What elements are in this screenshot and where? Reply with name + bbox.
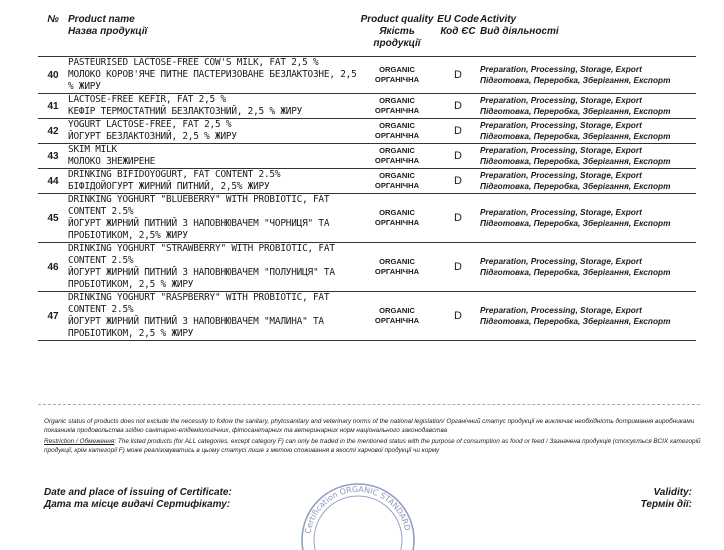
row-number: 40: [38, 57, 68, 94]
eu-code-cell: D: [436, 243, 480, 292]
product-quality-cell: [358, 119, 436, 144]
product-name-cell: [68, 169, 358, 194]
activity-ua: Підготовка, Переробка, Зберігання, Експорт: [480, 156, 671, 166]
product-name-cell: [68, 243, 358, 292]
header-no: №: [47, 14, 59, 25]
table-row: [38, 57, 696, 94]
product-name-cell: [68, 194, 358, 243]
product-name-en: DRINKING BIFIDOYOGURT, FAT CONTENT 2.5%: [68, 169, 281, 180]
table-header-row: [38, 10, 696, 57]
product-quality-cell: [358, 169, 436, 194]
eu-code-cell: D: [436, 144, 480, 169]
activity-cell: [480, 243, 696, 292]
product-quality-cell: [358, 194, 436, 243]
quality-ua: ОРГАНІЧНА: [374, 181, 420, 190]
eu-code-cell: D: [436, 57, 480, 94]
table-row: [38, 94, 696, 119]
activity-ua: Підготовка, Переробка, Зберігання, Експорт: [480, 131, 671, 141]
product-quality-cell: [358, 292, 436, 341]
restriction-text: : The listed products (for ALL categories, except category F) can only be traded in the mentioned status with the purpose of consumption as food or feed / Зазначена продукція (стосується ВСІХ категорій продукції, крім категорії F) може реалізовуватись в цьому статусі лише з метою споживання в якості харчової продукції чи корму: [44, 438, 701, 454]
header-quality: [358, 10, 436, 57]
activity-en: Preparation, Processing, Storage, Export: [480, 145, 642, 155]
activity-en: Preparation, Processing, Storage, Export: [480, 207, 642, 217]
activity-cell: [480, 169, 696, 194]
header-activity: [480, 10, 696, 57]
quality-ua: ОРГАНІЧНА: [374, 316, 420, 325]
activity-cell: [480, 292, 696, 341]
row-number: 41: [38, 94, 68, 119]
product-name-en: SKIM MILK: [68, 144, 117, 155]
product-name-en: LACTOSE-FREE KEFIR, FAT 2,5 %: [68, 94, 226, 105]
activity-cell: [480, 119, 696, 144]
table-row: [38, 119, 696, 144]
activity-en: Preparation, Processing, Storage, Export: [480, 256, 642, 266]
quality-en: ORGANIC: [379, 96, 415, 105]
validity-label-en: Validity:: [653, 487, 692, 498]
validity: [641, 487, 692, 511]
activity-cell: [480, 194, 696, 243]
restriction-note: [44, 438, 704, 455]
product-name-cell: [68, 57, 358, 94]
quality-ua: ОРГАНІЧНА: [374, 218, 420, 227]
activity-en: Preparation, Processing, Storage, Export: [480, 95, 642, 105]
activity-en: Preparation, Processing, Storage, Export: [480, 64, 642, 74]
header-eu-ua: Код ЄС: [440, 26, 476, 37]
product-quality-cell: [358, 243, 436, 292]
table-row: [38, 194, 696, 243]
quality-en: ORGANIC: [379, 146, 415, 155]
quality-en: ORGANIC: [379, 257, 415, 266]
quality-en: ORGANIC: [379, 306, 415, 315]
product-quality-cell: [358, 57, 436, 94]
activity-en: Preparation, Processing, Storage, Export: [480, 120, 642, 130]
activity-ua: Підготовка, Переробка, Зберігання, Експорт: [480, 218, 671, 228]
row-number: 43: [38, 144, 68, 169]
product-name-en: DRINKING YOGHURT "STRAWBERRY" WITH PROBIOTIC, FAT CONTENT 2.5%: [68, 243, 335, 266]
product-name-ua: КЕФІР ТЕРМОСТАТНИЙ БЕЗЛАКТОЗНИЙ, 2,5 % ЖИРУ: [68, 106, 303, 117]
product-name-ua: МОЛОКО ЗНЕЖИРЕНЕ: [68, 156, 156, 167]
activity-ua: Підготовка, Переробка, Зберігання, Експорт: [480, 267, 671, 277]
table-row: [38, 292, 696, 341]
header-activity-en: Activity: [480, 14, 517, 25]
quality-en: ORGANIC: [379, 208, 415, 217]
notes-divider: [38, 404, 700, 405]
validity-label-ua: Термін дії:: [640, 499, 692, 510]
products-table: [38, 10, 696, 341]
issue-label-en: Date and place of issuing of Certificate:: [44, 487, 232, 498]
quality-ua: ОРГАНІЧНА: [374, 131, 420, 140]
product-name-ua: ЙОГУРТ БЕЗЛАКТОЗНИЙ, 2,5 % ЖИРУ: [68, 131, 237, 142]
activity-en: Preparation, Processing, Storage, Export: [480, 170, 642, 180]
quality-ua: ОРГАНІЧНА: [374, 106, 420, 115]
row-number: 44: [38, 169, 68, 194]
product-name-cell: [68, 144, 358, 169]
activity-cell: [480, 57, 696, 94]
quality-ua: ОРГАНІЧНА: [374, 267, 420, 276]
product-name-en: DRINKING YOGHURT "BLUEBERRY" WITH PROBIOTIC, FAT CONTENT 2.5%: [68, 194, 330, 217]
notes-section: [44, 418, 704, 458]
header-product-ua: Назва продукції: [68, 26, 148, 37]
activity-ua: Підготовка, Переробка, Зберігання, Експорт: [480, 75, 671, 85]
quality-ua: ОРГАНІЧНА: [374, 156, 420, 165]
eu-code-cell: D: [436, 292, 480, 341]
eu-code-cell: D: [436, 194, 480, 243]
product-quality-cell: [358, 94, 436, 119]
product-name-ua: БІФІДОЙОГУРТ ЖИРНИЙ ПИТНИЙ, 2,5% ЖИРУ: [68, 181, 270, 192]
activity-ua: Підготовка, Переробка, Зберігання, Експорт: [480, 181, 671, 191]
product-name-cell: [68, 94, 358, 119]
activity-ua: Підготовка, Переробка, Зберігання, Експорт: [480, 106, 671, 116]
product-name-en: PASTEURISED LACTOSE-FREE COW'S MILK, FAT 2,5 %: [68, 57, 319, 68]
header-eu-en: EU Code: [437, 14, 479, 25]
products-table-body: [38, 57, 696, 341]
product-name-en: DRINKING YOGHURT "RASPBERRY" WITH PROBIOTIC, FAT CONTENT 2.5%: [68, 292, 330, 315]
row-number: 45: [38, 194, 68, 243]
row-number: 47: [38, 292, 68, 341]
activity-en: Preparation, Processing, Storage, Export: [480, 305, 642, 315]
table-row: [38, 169, 696, 194]
table-row: [38, 243, 696, 292]
activity-cell: [480, 144, 696, 169]
certification-seal-stamp: [288, 470, 428, 550]
quality-en: ORGANIC: [379, 121, 415, 130]
organic-status-note: Organic status of products does not exclude the necessity to follow the sanitary, phytosanitary and veterinary norms of the national legislation/ Органічний статус продукції не виключає необхідність дотримання виробниками показників продовольства згідно санітарно-епідеміологічних, фітосанітарних та ветеринарних норм національного законодавства: [44, 418, 695, 434]
product-name-cell: [68, 119, 358, 144]
quality-ua: ОРГАНІЧНА: [374, 75, 420, 84]
eu-code-cell: D: [436, 169, 480, 194]
header-product-en: Product name: [68, 14, 135, 25]
eu-code-cell: D: [436, 119, 480, 144]
header-quality-en: Product quality: [360, 14, 434, 25]
quality-en: ORGANIC: [379, 171, 415, 180]
header-eu-code: [436, 10, 480, 57]
product-name-cell: [68, 292, 358, 341]
header-product: [68, 10, 358, 57]
product-name-ua: МОЛОКО КОРОВ'ЯЧЕ ПИТНЕ ПАСТЕРИЗОВАНЕ БЕЗЛАКТОЗНЕ, 2,5 % ЖИРУ: [68, 69, 357, 92]
header-quality-ua: Якість продукції: [373, 26, 421, 49]
product-name-ua: ЙОГУРТ ЖИРНИЙ ПИТНИЙ З НАПОВНЮВАЧЕМ "ЧОРНИЦЯ" ТА ПРОБІОТИКОМ, 2,5% ЖИРУ: [68, 218, 330, 241]
activity-cell: [480, 94, 696, 119]
issue-date-place: [44, 487, 232, 511]
row-number: 42: [38, 119, 68, 144]
quality-en: ORGANIC: [379, 65, 415, 74]
table-row: [38, 144, 696, 169]
svg-text:Certification ORGANIC STANDARD: Certification ORGANIC STANDARD: [303, 484, 413, 535]
header-activity-ua: Вид діяльності: [480, 26, 559, 37]
issue-label-ua: Дата та місце видачі Сертифікату:: [44, 499, 231, 510]
product-quality-cell: [358, 144, 436, 169]
activity-ua: Підготовка, Переробка, Зберігання, Експорт: [480, 316, 671, 326]
product-name-ua: ЙОГУРТ ЖИРНИЙ ПИТНИЙ З НАПОВНЮВАЧЕМ "МАЛИНА" ТА ПРОБІОТИКОМ, 2,5 % ЖИРУ: [68, 316, 324, 339]
restriction-label: Restriction / Обмеження: [44, 438, 115, 445]
eu-code-cell: D: [436, 94, 480, 119]
product-name-ua: ЙОГУРТ ЖИРНИЙ ПИТНИЙ З НАПОВНЮВАЧЕМ "ПОЛУНИЦЯ" ТА ПРОБІОТИКОМ, 2,5 % ЖИРУ: [68, 267, 335, 290]
row-number: 46: [38, 243, 68, 292]
product-name-en: YOGURT LACTOSE-FREE, FAT 2,5 %: [68, 119, 232, 130]
